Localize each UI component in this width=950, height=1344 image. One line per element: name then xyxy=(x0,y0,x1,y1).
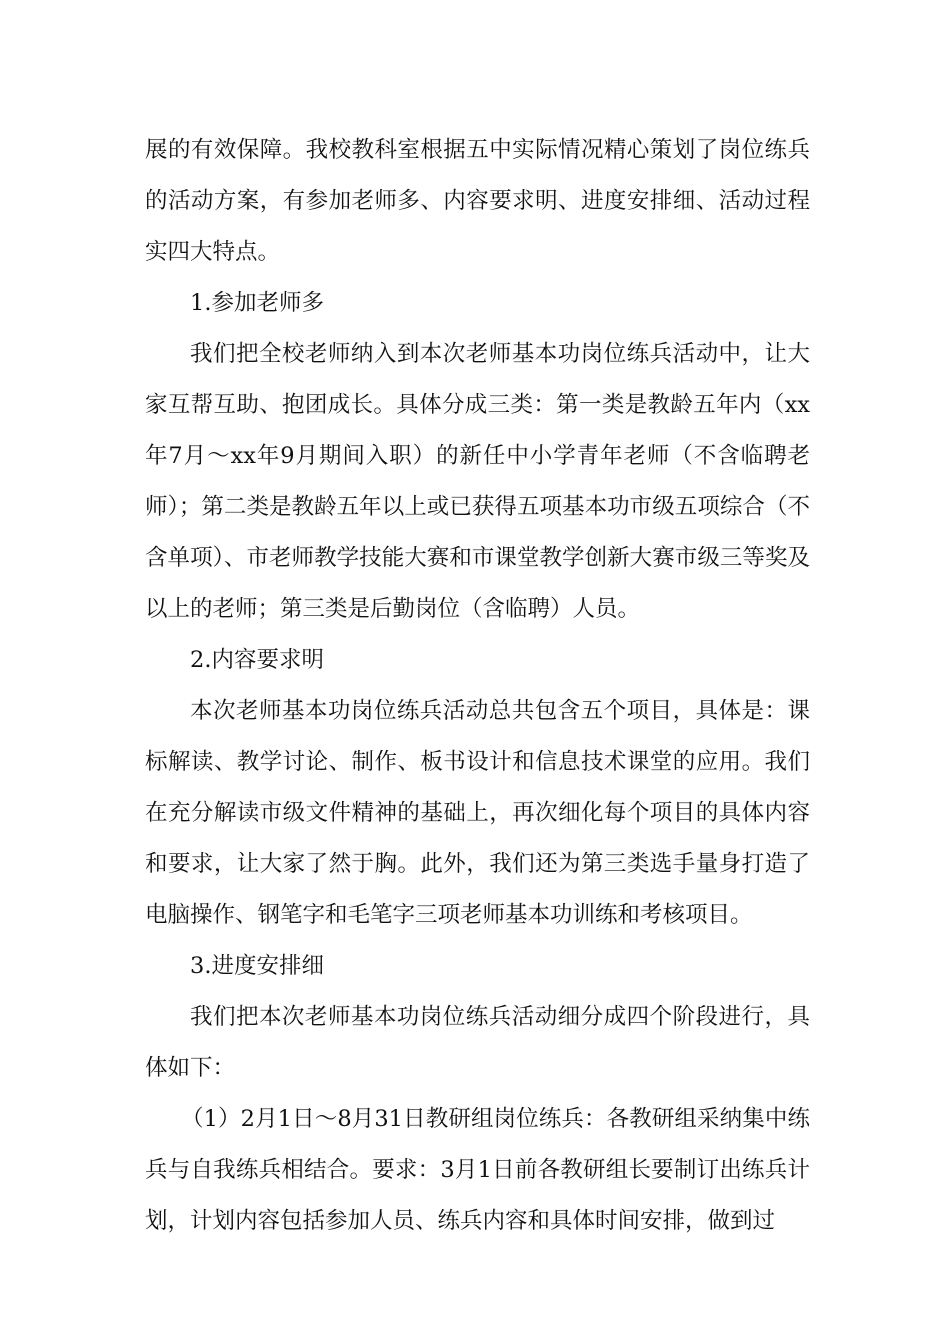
section-heading-3: 3.进度安排细 xyxy=(190,953,324,979)
section-heading-2: 2.内容要求明 xyxy=(190,647,324,673)
paragraph-participants: 我们把全校老师纳入到本次老师基本功岗位练兵活动中，让大家互帮互助、抱团成长。具体分成三类：第一类是教龄五年内（xx年7月～xx年9月期间入职）的新任中小学青年老师（不含临聘老师）；第二类是教龄五年以上或已获得五项基本功市级五项综合（不含单项）、市老师教学技能大赛和市课堂教学创新大赛市级三等奖及以上的老师；第三类是后勤岗位（含临聘）人员。 xyxy=(145,341,810,622)
paragraph-continued: 展的有效保障。我校教科室根据五中实际情况精心策划了岗位练兵的活动方案，有参加老师多、内容要求明、进度安排细、活动过程实四大特点。 xyxy=(145,137,810,265)
paragraph-stage-1: （1）2月1日～8月31日教研组岗位练兵：各教研组采纳集中练兵与自我练兵相结合。要求：3月1日前各教研组长要制订出练兵计划，计划内容包括参加人员、练兵内容和具体时间安排，做到过 xyxy=(145,1106,810,1234)
paragraph-content-requirements: 本次老师基本功岗位练兵活动总共包含五个项目，具体是：课标解读、教学讨论、制作、板书设计和信息技术课堂的应用。我们在充分解读市级文件精神的基础上，再次细化每个项目的具体内容和要求，让大家了然于胸。此外，我们还为第三类选手量身打造了电脑操作、钢笔字和毛笔字三项老师基本功训练和考核项目。 xyxy=(145,698,810,928)
paragraph-schedule-intro: 我们把本次老师基本功岗位练兵活动细分成四个阶段进行，具体如下： xyxy=(145,1004,810,1081)
section-heading-1: 1.参加老师多 xyxy=(190,290,324,316)
document-body xyxy=(145,125,810,1247)
